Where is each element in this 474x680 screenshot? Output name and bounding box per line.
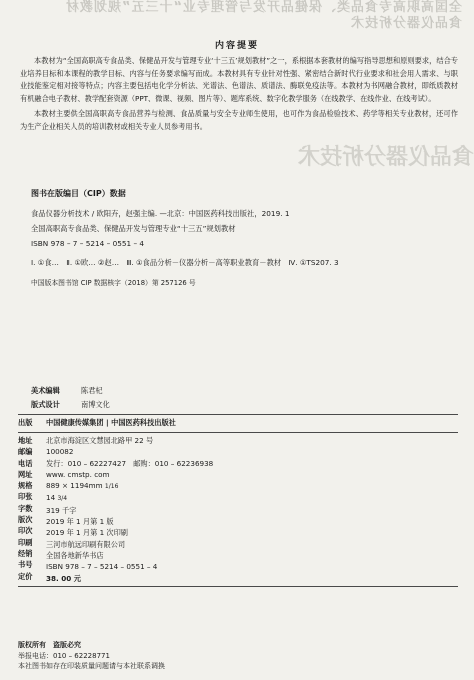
address-label: 地址 (18, 436, 33, 445)
detail-labels (18, 435, 46, 582)
isbn-value: ISBN 978 – 7 – 5214 – 0551 – 4 (46, 562, 158, 572)
cip-line: 全国高职高专食品类、保健品开发与管理专业“十三五”规划教材 (31, 224, 236, 233)
isbn-label: 书号 (18, 560, 33, 570)
address-value: 北京市海淀区文慧园北路甲 22 号 (46, 436, 154, 445)
postcode-label: 邮编 (18, 447, 33, 457)
divider (18, 586, 458, 587)
cip-line: ISBN 978 – 7 – 5214 – 0551 – 4 (31, 239, 145, 248)
printer-value: 三河市航远印刷有限公司 (46, 539, 126, 549)
price-value: 38. 00 元 (46, 573, 81, 583)
rights-line: 版权所有 盗版必究 (18, 641, 81, 649)
cip-note: 中国版本图书馆 CIP 数据核字（2018）第 257126 号 (31, 279, 196, 287)
format-fraction: 1/16 (104, 483, 119, 491)
credits (31, 384, 110, 412)
abstract-body (20, 55, 458, 133)
credit-label: 美术编辑 (31, 386, 60, 395)
bleed-line: 食品仪器分析技术 (349, 16, 462, 31)
format-label: 规格 (18, 481, 33, 491)
bleed-through-text (0, 0, 474, 36)
phone-value: 发行：010 – 62227427 邮购：010 – 62236938 (46, 458, 214, 468)
words-label: 字数 (18, 503, 33, 513)
hotline-line: 举报电话：010 – 62228771 (18, 651, 110, 660)
edition-value: 2019 年 1 月第 1 版 (46, 517, 114, 527)
abstract-title: 内容提要 (214, 41, 259, 51)
printing-value: 2019 年 1 月第 1 次印刷 (46, 528, 128, 538)
publication-info (18, 414, 458, 587)
edition-label: 版次 (18, 515, 33, 525)
publisher-value: 中国健康传媒集团 | 中国医药科技出版社 (46, 418, 176, 427)
publisher-label: 出版 (18, 418, 33, 427)
cip-record (31, 206, 461, 270)
bleed-line: 全国高职高专食品类、保健品开发与管理专业“十三五”规划教材 (64, 0, 462, 15)
sheets-label: 印张 (18, 492, 33, 502)
detail-values (46, 435, 458, 584)
footer-notes (18, 640, 165, 672)
postcode-value: 100082 (46, 447, 74, 457)
price-label: 定价 (18, 571, 33, 581)
credit-value: 南博文化 (81, 400, 110, 409)
sheets-fraction: 3/4 (57, 495, 68, 503)
publisher-row (18, 415, 458, 432)
credit-row (31, 384, 110, 398)
credit-value: 陈君杞 (81, 386, 103, 395)
printing-label: 印次 (18, 526, 33, 536)
publication-details (18, 433, 458, 584)
abstract-paragraph: 本教材主要供全国高职高专食品营养与检测、食品质量与安全专业师生使用，也可作为食品检验技术、药学等相关专业教材，还可作为生产企业相关人员的培训教材或相关专业人员参考用书。 (20, 108, 458, 131)
sheets-value: 14 3/4 (46, 493, 68, 503)
cip-classification: Ⅰ. ①食… Ⅱ. ①欧… ②赵… Ⅲ. ①食品分析－仪器分析－高等职业教育－教材 Ⅳ. ①TS207. 3 (31, 258, 339, 267)
words-value: 319 千字 (46, 505, 77, 515)
website-label: 网址 (18, 469, 33, 479)
phone-label: 电话 (18, 458, 33, 468)
cip-title: 图书在版编目（CIP）数据 (31, 189, 126, 198)
website-value: www. cmstp. com (46, 469, 110, 479)
credit-row (31, 398, 110, 412)
distributor-value: 全国各地新华书店 (46, 550, 104, 560)
notice-line: 本社图书如存在印装质量问题请与本社联系调换 (18, 662, 165, 670)
cip-line: 食品仪器分析技术 / 欧阳卉，赵强主编. —北京：中国医药科技出版社，2019. 1 (31, 209, 290, 218)
printer-label: 印刷 (18, 537, 33, 547)
credit-label: 版式设计 (31, 400, 60, 409)
abstract-paragraph: 本教材为“全国高职高专食品类、保健品开发与管理专业‘十三五’规划教材”之一，系根据本套教材的编写指导思想和原则要求，结合专业培养目标和本课程的教学目标、内容与任务要求编写而成。本教材具有专业针对性强、紧密结合新时代行业要求和社会用人需求、与职业技能鉴定相对接等特点；内容主要包括电化学分析法、光谱法、色谱法、质谱法、酶联免疫法等。本教材为书网融合教材，即纸质教材有机融合电子教材、教学配套资源（PPT、微课、视频、图片等）、题库系统、数字化教学服务（在线教学、在线作业、在线考试）。 (20, 56, 458, 104)
format-value: 889 × 1194mm 1/16 (46, 481, 119, 491)
bleed-through-title: 食品仪器分析技术 (297, 145, 474, 168)
distributor-label: 经销 (18, 548, 33, 558)
